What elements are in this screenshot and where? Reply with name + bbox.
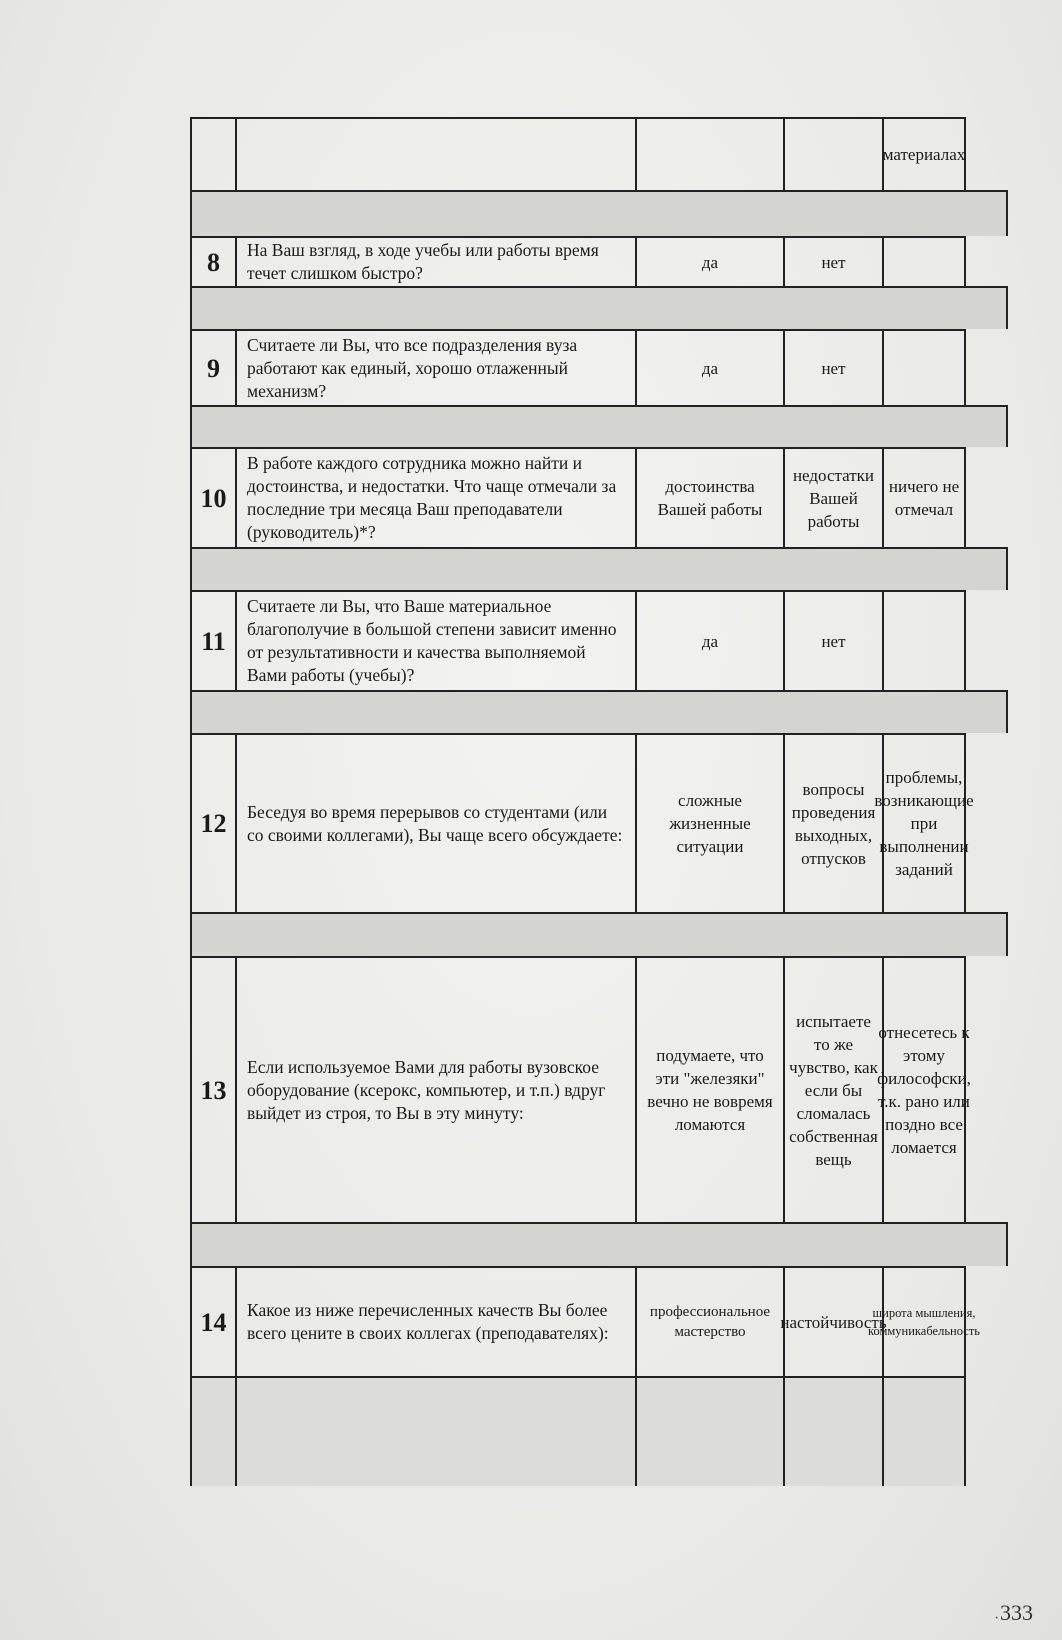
answer-option-3 xyxy=(882,329,966,405)
question-text: Считаете ли Вы, что все подразделения вуза работают как единый, хорошо отлаженный механизм? xyxy=(235,329,635,405)
answer-option-3 xyxy=(882,1376,966,1486)
answer-option-2: испытаете то же чувство, как если бы сломалась собственная вещь xyxy=(783,956,882,1222)
row-number: 8 xyxy=(190,236,235,286)
separator-row xyxy=(190,912,1008,956)
answer-option-1: подумаете, что эти "железяки" вечно не вовремя ломаются xyxy=(635,956,783,1222)
answer-option-2: вопросы проведения выходных, отпусков xyxy=(783,733,882,912)
row-number: 14 xyxy=(190,1266,235,1376)
table-row xyxy=(190,1376,1008,1486)
answer-option-2: недостатки Вашей работы xyxy=(783,447,882,547)
table-row xyxy=(190,590,1008,690)
row-number: 10 xyxy=(190,447,235,547)
question-text: В работе каждого сотрудника можно найти и достоинства, и недостатки. Что чаще отмечали за последние три месяца Ваш преподаватели (руководитель)*? xyxy=(235,447,635,547)
answer-option-3 xyxy=(882,590,966,690)
question-text: Если используемое Вами для работы вузовское оборудование (ксерокс, компьютер, и т.п.) вдруг выйдет из строя, то Вы в эту минуту: xyxy=(235,956,635,1222)
answer-option-2: настойчивость xyxy=(783,1266,882,1376)
answer-option-2: нет xyxy=(783,329,882,405)
separator-row xyxy=(190,547,1008,590)
answer-option-1: достоинства Вашей работы xyxy=(635,447,783,547)
table-row xyxy=(190,329,1008,405)
question-text xyxy=(235,117,635,190)
row-number xyxy=(190,117,235,190)
table-row xyxy=(190,956,1008,1222)
separator-row xyxy=(190,286,1008,329)
separator-row xyxy=(190,190,1008,236)
table-row xyxy=(190,733,1008,912)
separator-row xyxy=(190,1222,1008,1266)
answer-option-2: нет xyxy=(783,236,882,286)
separator-row xyxy=(190,405,1008,447)
table-row xyxy=(190,117,1008,190)
row-number: 13 xyxy=(190,956,235,1222)
answer-option-2 xyxy=(783,1376,882,1486)
row-number: 12 xyxy=(190,733,235,912)
answer-option-2: нет xyxy=(783,590,882,690)
answer-option-2 xyxy=(783,117,882,190)
page-marker-dot: · xyxy=(994,1610,1000,1627)
question-text: Какое из ниже перечисленных качеств Вы более всего цените в своих коллегах (преподавателях): xyxy=(235,1266,635,1376)
answer-option-1 xyxy=(635,1376,783,1486)
answer-option-1: да xyxy=(635,236,783,286)
answer-option-3 xyxy=(882,236,966,286)
table-row xyxy=(190,1266,1008,1376)
question-text: На Ваш взгляд, в ходе учебы или работы время течет слишком быстро? xyxy=(235,236,635,286)
answer-option-1: да xyxy=(635,590,783,690)
table-row xyxy=(190,447,1008,547)
answer-option-1 xyxy=(635,117,783,190)
answer-option-3: материалах xyxy=(882,117,966,190)
row-number: 9 xyxy=(190,329,235,405)
question-text xyxy=(235,1376,635,1486)
question-text: Беседуя во время перерывов со студентами (или со своими коллегами), Вы чаще всего обсуждаете: xyxy=(235,733,635,912)
question-text: Считаете ли Вы, что Ваше материальное благополучие в большой степени зависит именно от результативности и качества выполняемой Вами работы (учебы)? xyxy=(235,590,635,690)
page-number: 333 xyxy=(1000,1600,1033,1625)
table-row xyxy=(190,236,1008,286)
row-number: 11 xyxy=(190,590,235,690)
answer-option-3: широта мышления, коммуникабельность xyxy=(882,1266,966,1376)
answer-option-3: ничего не отмечал xyxy=(882,447,966,547)
answer-option-3: проблемы, возникающие при выполнении заданий xyxy=(882,733,966,912)
answer-option-1: сложные жизненные ситуации xyxy=(635,733,783,912)
separator-row xyxy=(190,690,1008,733)
answer-option-1: профессиональное мастерство xyxy=(635,1266,783,1376)
answer-option-3: отнесетесь к этому философски, т.к. рано или поздно все ломается xyxy=(882,956,966,1222)
answer-option-1: да xyxy=(635,329,783,405)
row-number xyxy=(190,1376,235,1486)
